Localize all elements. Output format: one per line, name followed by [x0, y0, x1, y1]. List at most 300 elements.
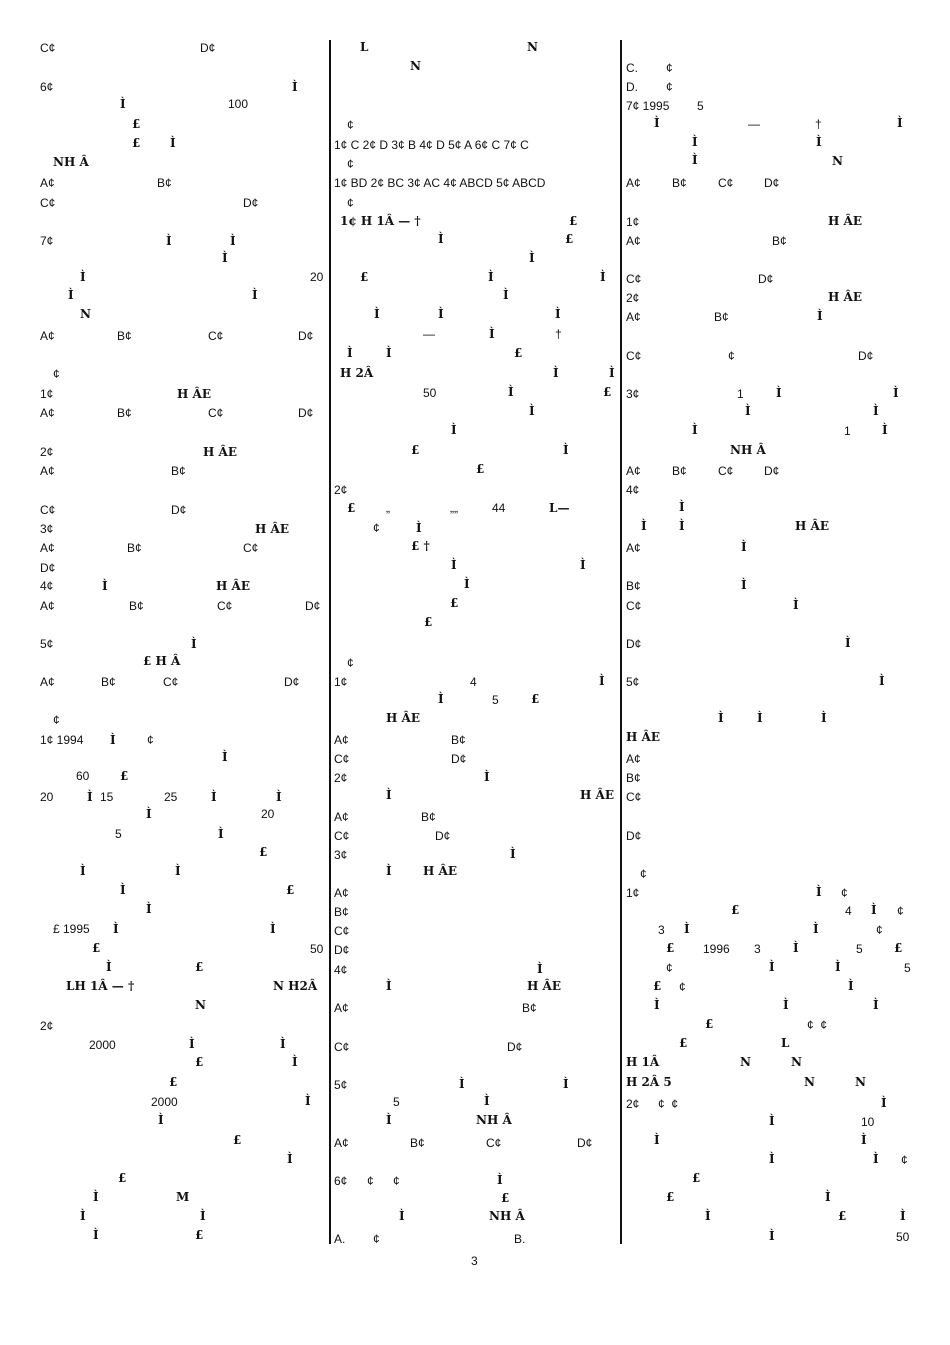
text: L [360, 40, 369, 54]
glyph: £ [169, 1075, 178, 1089]
glyph: Ì [873, 1152, 879, 1166]
glyph: Ì [741, 540, 747, 554]
glyph: Ì [816, 135, 822, 149]
glyph: £ [501, 1191, 510, 1205]
glyph: Ì [825, 1190, 831, 1204]
text: 20 [40, 790, 54, 804]
glyph: Ì [230, 234, 236, 248]
text: 3¢ [40, 522, 54, 536]
glyph: Ì [80, 864, 86, 878]
glyph: ¢ [367, 1174, 374, 1188]
glyph: Ì [641, 519, 647, 533]
text: B¢ [157, 176, 172, 190]
glyph: ¢ [666, 961, 673, 975]
glyph: Ì [87, 790, 93, 804]
text: 5 [393, 1095, 400, 1109]
text: D¢ [334, 943, 350, 957]
text: 4¢ [626, 483, 640, 497]
glyph: Ì [529, 404, 535, 418]
glyph: ¢ [347, 118, 354, 132]
glyph: Ì [276, 790, 282, 804]
text: 2¢ [40, 1019, 54, 1033]
text: LH 1Â — † [66, 979, 135, 993]
text: A¢ [334, 1001, 349, 1015]
glyph: £ [132, 136, 141, 150]
text: D¢ [758, 272, 774, 286]
text: H ÂE [177, 387, 211, 401]
glyph: Ì [166, 234, 172, 248]
text: B¢ [626, 771, 641, 785]
glyph: Ì [692, 153, 698, 167]
text: C¢ [626, 599, 642, 613]
glyph: ¢ [897, 904, 904, 918]
glyph: £ [92, 941, 101, 955]
glyph: Ì [175, 864, 181, 878]
glyph: ¢ ¢ [807, 1018, 828, 1032]
glyph: ¢ [347, 656, 354, 670]
glyph: Ì [503, 288, 509, 302]
text: D¢ [764, 176, 780, 190]
text: C¢ [208, 406, 224, 420]
glyph: Ì [769, 960, 775, 974]
glyph: £ [731, 903, 740, 917]
text: B¢ [127, 541, 142, 555]
text: C¢ [334, 829, 350, 843]
text: H ÂE [828, 214, 862, 228]
text: C¢ [334, 752, 350, 766]
text: D¢ [507, 1040, 523, 1054]
text: A¢ [626, 310, 641, 324]
glyph: £ [118, 1171, 127, 1185]
text: £ [132, 117, 141, 131]
text: A¢ [334, 1136, 349, 1150]
text: 2000 [151, 1095, 178, 1109]
text: 4¢ [40, 579, 54, 593]
text: A. [334, 1232, 346, 1246]
glyph: Ì [816, 885, 822, 899]
glyph: £ [603, 385, 612, 399]
text: D¢ [298, 329, 314, 343]
text: 1¢ [626, 886, 640, 900]
glyph: Ì [848, 979, 854, 993]
text: A¢ [40, 599, 55, 613]
glyph: Ì [705, 1209, 711, 1223]
glyph: Ì [879, 674, 885, 688]
glyph: £ [705, 1017, 714, 1031]
text: D¢ [451, 752, 467, 766]
text: H 1Â [626, 1055, 660, 1069]
text: B¢ [171, 464, 186, 478]
glyph: Ì [399, 1209, 405, 1223]
text: 7¢ [40, 234, 54, 248]
glyph: Ì [347, 346, 353, 360]
text: C¢ [626, 349, 642, 363]
glyph: Ì [510, 847, 516, 861]
text: A¢ [40, 406, 55, 420]
glyph: Ì [280, 1037, 286, 1051]
text: H ÂE [527, 979, 561, 993]
glyph: Ì [386, 788, 392, 802]
glyph: Ì [484, 770, 490, 784]
glyph: † [555, 327, 562, 341]
text: A¢ [40, 541, 55, 555]
text: † [815, 117, 822, 131]
text: „ [386, 501, 390, 515]
text: A¢ [334, 810, 349, 824]
text: D¢ [764, 464, 780, 478]
glyph: Ì [110, 733, 116, 747]
text: 3¢ [626, 387, 640, 401]
glyph: Ì [146, 902, 152, 916]
glyph: Ì [679, 500, 685, 514]
glyph: £ [347, 501, 356, 515]
text: 3 [658, 923, 665, 937]
text: N H2Â [273, 979, 318, 993]
text: A¢ [334, 733, 349, 747]
glyph: ¢ [393, 1174, 400, 1188]
glyph: ¢ [53, 713, 60, 727]
glyph: ¢ [147, 733, 154, 747]
text: D¢ [298, 406, 314, 420]
text: B. [514, 1232, 526, 1246]
text: N [832, 154, 843, 168]
text: 15 [100, 790, 114, 804]
glyph: Ì [451, 423, 457, 437]
text: 5 [856, 942, 863, 956]
text: H ÂE [255, 522, 289, 536]
text: 4 [845, 904, 852, 918]
glyph: Ì [745, 404, 751, 418]
glyph: ¢ ¢ [658, 1097, 679, 1111]
text: D¢ [305, 599, 321, 613]
text: 5 [904, 961, 911, 975]
glyph: Ì [106, 960, 112, 974]
glyph: Ì [692, 423, 698, 437]
text: 4 [470, 675, 477, 689]
glyph: Ì [871, 903, 877, 917]
glyph: Ì [120, 97, 126, 111]
text: H ÂE [216, 579, 250, 593]
text: NH Â [730, 443, 766, 457]
text: 2¢ [626, 291, 640, 305]
text: C¢ [40, 503, 56, 517]
glyph: Ì [80, 1209, 86, 1223]
glyph: Ì [464, 577, 470, 591]
text: B¢ [101, 675, 116, 689]
text: B¢ [672, 464, 687, 478]
glyph: ¢ [53, 367, 60, 381]
text: C¢ [40, 41, 56, 55]
glyph: Ì [292, 80, 298, 94]
glyph: Ì [555, 307, 561, 321]
glyph: Ì [563, 443, 569, 457]
text: B¢ [117, 329, 132, 343]
glyph: £ [531, 692, 540, 706]
glyph: Ì [793, 598, 799, 612]
glyph: Ì [654, 998, 660, 1012]
text: A¢ [626, 541, 641, 555]
glyph: Ì [386, 346, 392, 360]
glyph: £ [666, 941, 675, 955]
text: C¢ [208, 329, 224, 343]
glyph: £ [450, 596, 459, 610]
text: L— [549, 501, 570, 515]
glyph: Ì [684, 922, 690, 936]
glyph: Ì [222, 750, 228, 764]
glyph: Ì [93, 1228, 99, 1242]
text: B¢ [626, 579, 641, 593]
glyph: Ì [679, 519, 685, 533]
text: N [740, 1055, 751, 1069]
text: 2¢ [626, 1097, 640, 1111]
glyph: Ì [438, 692, 444, 706]
glyph: Ì [757, 711, 763, 725]
glyph: Ì [873, 404, 879, 418]
glyph: £ [666, 1190, 675, 1204]
glyph: £ [569, 214, 578, 228]
text: 5 [697, 99, 704, 113]
text: B¢ [334, 905, 349, 919]
text: N [855, 1075, 866, 1089]
text: A¢ [40, 675, 55, 689]
glyph: ¢ [679, 980, 686, 994]
glyph: Ì [813, 922, 819, 936]
text: B¢ [714, 310, 729, 324]
text: C¢ [217, 599, 233, 613]
glyph: ¢ [876, 923, 883, 937]
glyph: Ì [821, 711, 827, 725]
text: 1¢ [626, 215, 640, 229]
text: NH Â [489, 1209, 525, 1223]
glyph: — [423, 327, 435, 341]
column-divider-left [329, 40, 331, 1244]
glyph: ¢ [373, 521, 380, 535]
text: A¢ [626, 752, 641, 766]
text: 1¢ H 1Â — † [340, 214, 421, 228]
glyph: Ì [270, 922, 276, 936]
glyph: Ì [776, 386, 782, 400]
text: B¢ [410, 1136, 425, 1150]
glyph: Ì [783, 998, 789, 1012]
glyph: Ì [386, 864, 392, 878]
text: £ 1995 [53, 922, 90, 936]
text: D¢ [626, 637, 642, 651]
glyph: Ì [305, 1094, 311, 1108]
glyph: Ì [537, 962, 543, 976]
text: D¢ [200, 41, 216, 55]
glyph: Ì [200, 1209, 206, 1223]
text: 5 [115, 827, 122, 841]
glyph: Ì [459, 1077, 465, 1091]
text: H ÂE [203, 445, 237, 459]
text: 1 [737, 387, 744, 401]
text: A¢ [40, 329, 55, 343]
glyph: £ [838, 1209, 847, 1223]
glyph: Ì [80, 270, 86, 284]
text: 20 [310, 270, 324, 284]
text: C¢ [718, 176, 734, 190]
glyph: Ì [692, 135, 698, 149]
text: H ÂE [423, 864, 457, 878]
text: D¢ [171, 503, 187, 517]
glyph: £ [360, 270, 369, 284]
glyph: Ì [438, 232, 444, 246]
glyph: Ì [93, 1190, 99, 1204]
text: — [748, 117, 760, 131]
text: 4¢ [334, 963, 348, 977]
glyph: £ [514, 346, 523, 360]
text: 1¢ BD 2¢ BC 3¢ AC 4¢ ABCD 5¢ ABCD [334, 176, 546, 190]
glyph: Ì [120, 883, 126, 897]
glyph: Ì [189, 1037, 195, 1051]
text: A¢ [626, 176, 641, 190]
text: N [410, 59, 421, 73]
text: C. [626, 61, 638, 75]
text: NH Â [476, 1113, 512, 1127]
text: 3¢ [334, 848, 348, 862]
glyph: Ì [900, 1209, 906, 1223]
text: 1¢ C 2¢ D 3¢ B 4¢ D 5¢ A 6¢ C 7¢ C [334, 138, 529, 152]
text: 50 [423, 386, 437, 400]
text: C¢ [334, 924, 350, 938]
text: 5¢ [626, 675, 640, 689]
text: 7¢ 1995 [626, 99, 670, 113]
glyph: Ì [599, 674, 605, 688]
glyph: Ì [835, 960, 841, 974]
glyph: £ [565, 232, 574, 246]
text: C¢ [40, 196, 56, 210]
glyph: Ì [252, 288, 258, 302]
text: H 2Â 5 [626, 1075, 672, 1089]
text: 1996 [703, 942, 730, 956]
glyph: Ì [292, 1055, 298, 1069]
text: B¢ [672, 176, 687, 190]
glyph: Ì [508, 385, 514, 399]
glyph: Ì [386, 1113, 392, 1127]
text: 5 [492, 693, 499, 707]
text: 60 [76, 769, 90, 783]
glyph: Ì [287, 1152, 293, 1166]
glyph: £ [286, 883, 295, 897]
text: N [804, 1075, 815, 1089]
glyph: Ì [769, 1229, 775, 1243]
glyph: Ì [374, 307, 380, 321]
text: 100 [228, 97, 249, 111]
text: D¢ [243, 196, 259, 210]
text: A¢ [40, 464, 55, 478]
glyph: Ì [563, 1077, 569, 1091]
glyph: £ [476, 462, 485, 476]
glyph: £ [894, 941, 903, 955]
glyph: Ì [211, 790, 217, 804]
glyph: £ [195, 1055, 204, 1069]
glyph: Ì [416, 521, 422, 535]
text: D¢ [284, 675, 300, 689]
text: 2¢ [334, 771, 348, 785]
glyph: Ì [881, 1096, 887, 1110]
glyph: Ì [170, 136, 176, 150]
glyph: Ì [438, 307, 444, 321]
glyph: Ì [769, 1114, 775, 1128]
text: B¢ [772, 234, 787, 248]
glyph: Ì [484, 1094, 490, 1108]
glyph: ¢ [373, 1232, 380, 1246]
text: 50 [310, 942, 324, 956]
glyph: £ [233, 1133, 242, 1147]
text: N [80, 307, 91, 321]
text: C¢ [718, 464, 734, 478]
glyph: £ [120, 769, 129, 783]
glyph: £ [411, 443, 420, 457]
text: 5¢ [334, 1078, 348, 1092]
text: C¢ [626, 790, 642, 804]
text: A¢ [334, 886, 349, 900]
glyph: Ì [68, 288, 74, 302]
glyph: £ [259, 845, 268, 859]
glyph: Ì [529, 251, 535, 265]
glyph: Ì [580, 558, 586, 572]
glyph: ¢ [901, 1153, 908, 1167]
column-divider-right [620, 40, 622, 1244]
text: D¢ [577, 1136, 593, 1150]
text: C¢ [486, 1136, 502, 1150]
text: H ÂE [795, 519, 829, 533]
text: 6¢ [40, 80, 54, 94]
glyph: Ì [893, 386, 899, 400]
glyph: Ì [769, 1152, 775, 1166]
glyph: Ì [489, 327, 495, 341]
glyph: Ì [191, 637, 197, 651]
glyph: £ [692, 1171, 701, 1185]
glyph: Ì [845, 636, 851, 650]
text: „„ [450, 501, 458, 515]
text: 2¢ [40, 445, 54, 459]
text: H ÂE [626, 730, 660, 744]
text: 20 [261, 807, 275, 821]
text: H ÂE [828, 290, 862, 304]
text: C¢ [243, 541, 259, 555]
glyph: Ì [113, 922, 119, 936]
text: £ H Â [143, 654, 181, 668]
text: A¢ [40, 176, 55, 190]
text: D¢ [435, 829, 451, 843]
glyph: £ [195, 960, 204, 974]
text: H ÂE [386, 711, 420, 725]
text: 2¢ [334, 483, 348, 497]
text: D¢ [858, 349, 874, 363]
glyph: Ì [497, 1173, 503, 1187]
text: H ÂE [580, 788, 614, 802]
glyph: Ì [654, 116, 660, 130]
glyph: 1¢ [334, 675, 348, 689]
glyph: £ [679, 1036, 688, 1050]
text: 1¢ 1994 [40, 733, 84, 747]
glyph: Ì [218, 827, 224, 841]
glyph: Ì [609, 366, 615, 380]
text: D¢ [626, 829, 642, 843]
glyph: Ì [897, 116, 903, 130]
glyph: Ì [451, 558, 457, 572]
glyph: £ † [411, 539, 430, 553]
glyph: ¢ [640, 867, 647, 881]
text: 1¢ [40, 387, 54, 401]
glyph: ¢ [666, 61, 673, 75]
glyph: Ì [222, 251, 228, 265]
text: 10 [861, 1115, 875, 1129]
text: 6¢ [334, 1174, 348, 1188]
glyph: Ì [817, 309, 823, 323]
glyph: Ì [386, 979, 392, 993]
